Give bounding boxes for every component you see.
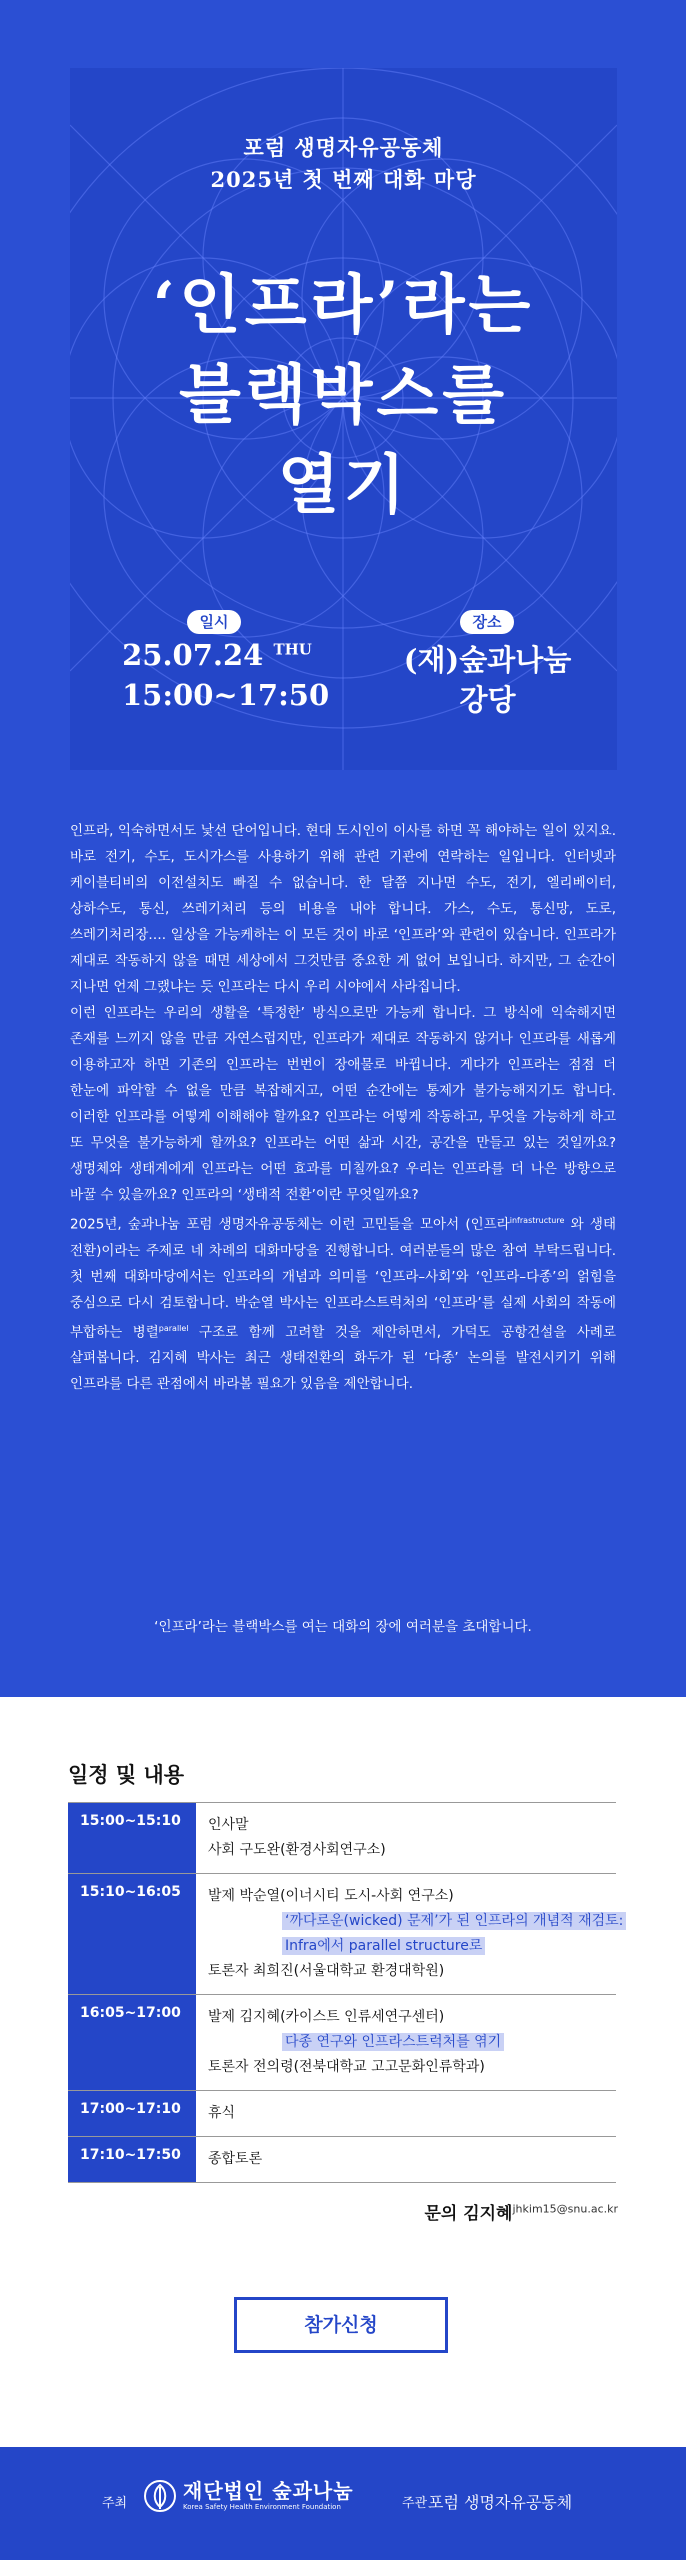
schedule-time: 16:05~17:00 (68, 1995, 196, 2090)
intro-paragraph-1: 인프라, 익숙하면서도 낯선 단어입니다. 현대 도시인이 이사를 하면 꼭 해야하는 일이 있지요. 바로 전기, 수도, 도시가스를 사용하기 위해 관련 기관에 연락하는 일입니다. 인터넷과 케이블티비의 이전설치도 빠질 수 없습니다. 한 달쯤 지나면 수도, 전기, 엘리베이터, 상하수도, 통신, 쓰레기처리 등의 비용을 내야 합니다. 가스, 수도, 통신망, 도로, 쓰레기처리장…. 일상을 가능케하는 이 모든 것이 바로 ‘인프라’와 관련이 있습니다. 인프라가 제대로 작동하지 않을 때면 세상에서 그것만큼 중요한 게 없어 보입니다. 하지만, 그 순간이 지나면 언제 그랬냐는 듯 인프라는 다시 우리 시야에서 사라집니다. (70, 823, 616, 995)
schedule-time: 17:10~17:50 (68, 2137, 196, 2182)
talk-title: 다종 연구와 인프라스트럭처를 엮기 (282, 2033, 504, 2051)
hero-event: 2025년 첫 번째 대화 마당 (210, 167, 477, 192)
hero-title-line3: 열기 (277, 448, 410, 523)
host-name: 포럼 생명자유공동체 (428, 2493, 573, 2512)
schedule-time: 17:00~17:10 (68, 2091, 196, 2136)
schedule-moderator: 사회 구도완(환경사회연구소) (208, 1842, 386, 1858)
foundation-english-name: Korea Safety Health Environment Foundation (183, 2503, 341, 2511)
presenter: 발제 박순열(이너시티 도시-사회 연구소) (208, 1888, 454, 1904)
discussant: 토론자 최희진(서울대학교 환경대학원) (208, 1963, 445, 1979)
hero-title-line2: 블랙박스를 (178, 358, 509, 433)
discussant: 토론자 전의령(전북대학교 고고문화인류학과) (208, 2059, 485, 2075)
place-label-badge: 장소 (460, 610, 514, 634)
foundation-name: 재단법인 숲과나눔 (183, 2479, 354, 2503)
presenter: 발제 김지혜(카이스트 인류세연구센터) (208, 2009, 445, 2025)
event-place-line2: 강당 (459, 683, 516, 717)
talk-title-line2: Infra에서 parallel structure로 (282, 1937, 485, 1955)
schedule-section (0, 1697, 686, 2447)
contact-info: 문의 김지혜$^{jhkim15@snu.ac.kr}$ (424, 2202, 618, 2224)
talk-title-line1: ‘까다로운(wicked) 문제’가 된 인프라의 개념적 재검토: (282, 1912, 626, 1930)
hero-poster (70, 68, 617, 770)
event-time: 15:00~17:50 (122, 678, 330, 712)
register-button[interactable]: 참가신청 (234, 2297, 448, 2353)
event-date: 25.07.24 $^{THU}$ (122, 638, 312, 672)
schedule-row (68, 2090, 616, 2136)
intro-text (70, 818, 616, 1397)
schedule-item: 종합토론 (208, 2151, 263, 2167)
event-place-line1: (재)숲과나눔 (403, 643, 572, 677)
footer (0, 2447, 686, 2560)
sponsor-label: 주최 (102, 2496, 128, 2511)
schedule-row (68, 1994, 616, 2090)
schedule-title: 일정 및 내용 (68, 1763, 185, 1787)
hero-org: 포럼 생명자유공동체 (243, 135, 444, 160)
invitation-text: ‘인프라’라는 블랙박스를 여는 대화의 장에 여러분을 초대합니다. (154, 1619, 532, 1635)
schedule-time: 15:10~16:05 (68, 1874, 196, 1994)
contact-email[interactable]: jhkim15@snu.ac.kr (512, 2202, 618, 2216)
intro-paragraph-2: 이런 인프라는 우리의 생활을 ‘특정한’ 방식으로만 가능케 합니다. 그 방식에 익숙해지면 존재를 느끼지 않을 만큼 자연스럽지만, 인프라가 제대로 작동하지 않거나 인프라를 새롭게 이용하고자 하면 기존의 인프라는 번번이 장애물로 바뀝니다. 게다가 인프라는 점점 더 한눈에 파악할 수 없을 만큼 복잡해지고, 어떤 순간에는 통제가 불가능해지기도 합니다. 이러한 인프라를 어떻게 이해해야 할까요? 인프라는 어떻게 작동하고, 무엇을 가능하게 하고 또 무엇을 불가능하게 할까요? 인프라는 어떤 삶과 시간, 공간을 만들고 있는 것일까요? 생명체와 생태계에게 인프라는 어떤 효과를 미칠까요? 우리는 인프라를 더 나은 방향으로 바꿀 수 있을까요? 인프라의 ‘생태적 전환’이란 무엇일까요? (70, 1005, 616, 1203)
schedule-time: 15:00~15:10 (68, 1803, 196, 1873)
date-label-badge: 일시 (187, 610, 241, 634)
schedule-row (68, 2136, 616, 2183)
foundation-logo-icon (143, 2479, 177, 2513)
schedule-row (68, 1802, 616, 1873)
schedule-table (68, 1802, 624, 2183)
schedule-item: 휴식 (208, 2105, 236, 2121)
hero-title-line1: ‘인프라’라는 (152, 268, 535, 343)
schedule-item: 인사말 (208, 1817, 249, 1833)
intro-paragraph-3: 2025년, 숲과나눔 포럼 생명자유공동체는 이런 고민들을 모아서 (인프라$^{infrastructure}$ 와 생태 전환)이라는 주제로 네 차례의 대화마당을 진행합니다. 여러분들의 많은 참여 부탁드립니다. 첫 번째 대화마당에서는 인프라의 개념과 의미를 ‘인프라–사회’와 ‘인프라–다종’의 얽힘을 중심으로 다시 검토합니다. 박순열 박사는 인프라스트럭처의 ‘인프라’를 실제 사회의 작동에 부합하는 병렬$^{parallel}$ 구조로 함께 고려할 것을 제안하면서, 가덕도 공항건설을 사례로 살펴봅니다. 김지혜 박사는 최근 생태전환의 화두가 된 ‘다종’ 논의를 발전시키기 위해 인프라를 다른 관점에서 바라볼 필요가 있음을 제안합니다. (70, 1216, 616, 1392)
host-label: 주관 (402, 2496, 428, 2511)
schedule-row (68, 1873, 624, 1994)
